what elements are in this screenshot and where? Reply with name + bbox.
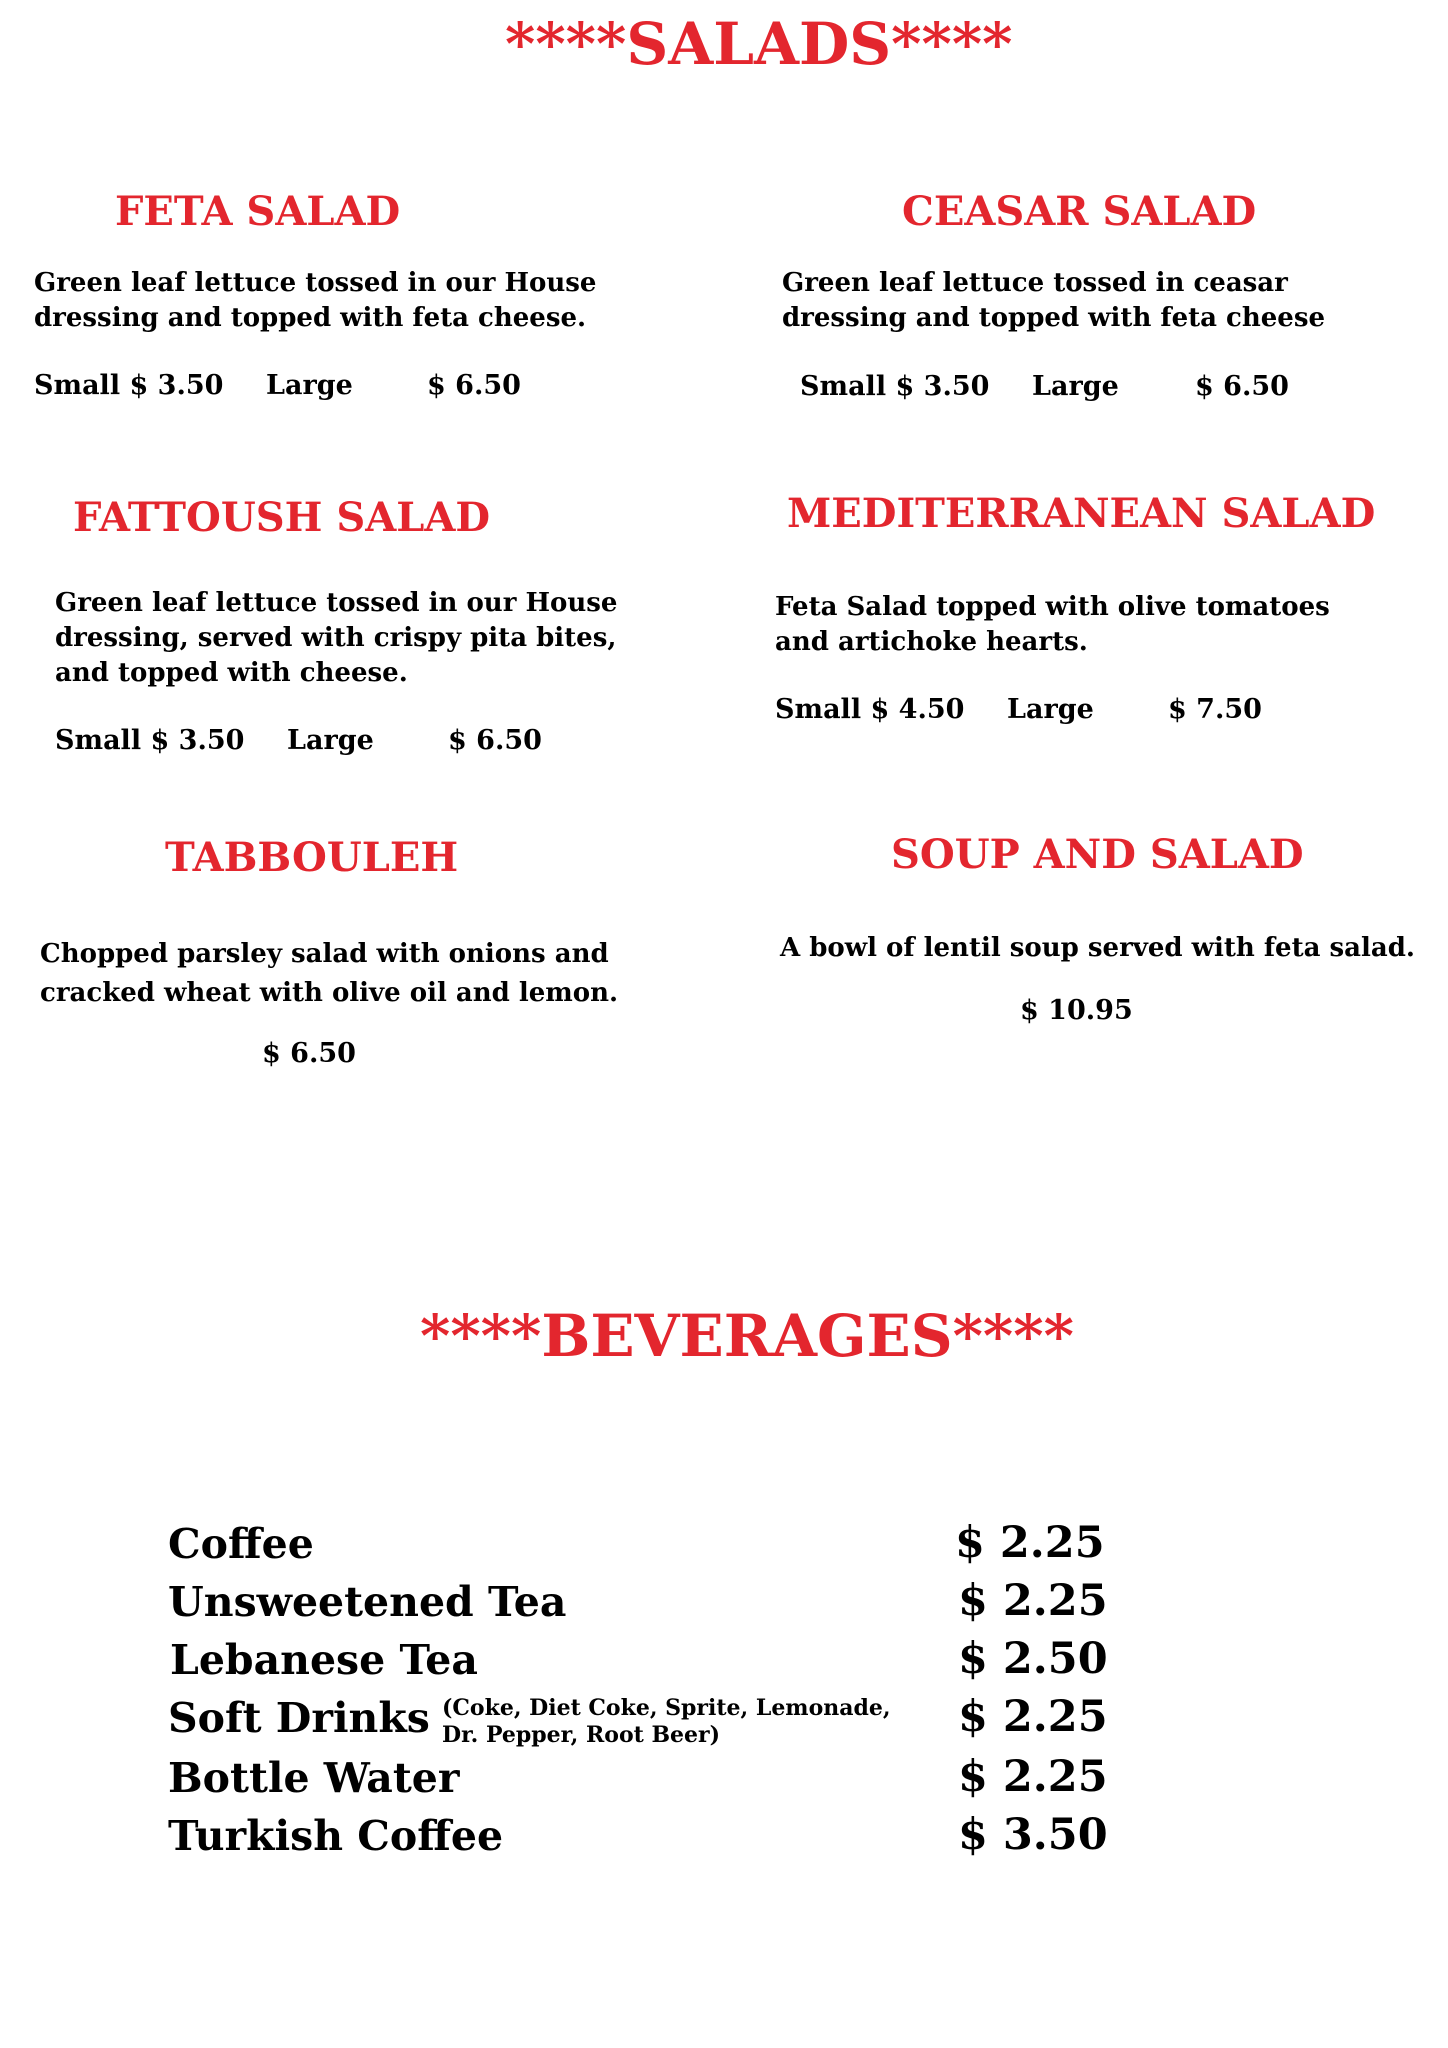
desc-line: and topped with cheese. xyxy=(55,658,408,688)
soup-and-salad-desc xyxy=(780,931,1415,966)
feta-salad-prices xyxy=(34,370,554,406)
desc-line: cracked wheat with olive oil and lemon. xyxy=(40,978,619,1008)
ceasar-salad-prices xyxy=(800,371,1320,407)
ceasar-salad-title: CEASAR SALAD xyxy=(902,188,1257,235)
large-label: Large xyxy=(1007,694,1094,725)
beverage-name-bottle-water: Bottle Water xyxy=(168,1754,460,1802)
feta-salad-title: FETA SALAD xyxy=(115,188,401,235)
desc-line: dressing and topped with feta cheese xyxy=(782,303,1326,333)
desc-line: dressing and topped with feta cheese. xyxy=(34,303,587,333)
beverage-price-lebanese-tea: $ 2.50 xyxy=(958,1634,1108,1684)
soup-and-salad-price: $ 10.95 xyxy=(1020,995,1133,1026)
desc-line: Green leaf lettuce tossed in our House xyxy=(34,268,597,298)
tabbouleh-desc xyxy=(40,935,618,1013)
beverage-price-soft-drinks: $ 2.25 xyxy=(958,1692,1108,1742)
soft-drinks-note xyxy=(442,1695,891,1749)
beverage-name-lebanese-tea: Lebanese Tea xyxy=(170,1636,478,1684)
fattoush-salad-desc xyxy=(55,586,617,691)
small-price: Small $ 3.50 xyxy=(34,370,224,401)
large-label: Large xyxy=(287,725,374,756)
large-label: Large xyxy=(266,370,353,401)
beverage-price-coffee: $ 2.25 xyxy=(955,1518,1105,1568)
large-price: $ 7.50 xyxy=(1168,694,1262,725)
feta-salad-desc xyxy=(34,266,596,336)
large-price: $ 6.50 xyxy=(448,725,542,756)
salads-heading: ****SALADS**** xyxy=(505,10,1013,78)
small-price: Small $ 3.50 xyxy=(800,371,990,402)
beverage-name-coffee: Coffee xyxy=(168,1520,314,1568)
desc-line: and artichoke hearts. xyxy=(775,627,1088,657)
soup-and-salad-title: SOUP AND SALAD xyxy=(891,831,1304,878)
desc-line: Green leaf lettuce tossed in ceasar xyxy=(782,268,1288,298)
small-price: Small $ 4.50 xyxy=(775,694,965,725)
fattoush-salad-title: FATTOUSH SALAD xyxy=(73,494,491,541)
desc-line: dressing, served with crispy pita bites, xyxy=(55,623,617,653)
large-label: Large xyxy=(1032,371,1119,402)
beverages-heading: ****BEVERAGES**** xyxy=(420,1302,1074,1370)
desc-line: Chopped parsley salad with onions and xyxy=(40,939,609,969)
mediterranean-salad-prices xyxy=(775,694,1295,730)
fattoush-salad-prices xyxy=(55,725,575,761)
beverage-name-unsweetened-tea: Unsweetened Tea xyxy=(168,1578,567,1626)
note-line: Dr. Pepper, Root Beer) xyxy=(442,1722,721,1748)
desc-line: Green leaf lettuce tossed in our House xyxy=(55,588,618,618)
tabbouleh-title: TABBOULEH xyxy=(165,834,459,881)
small-price: Small $ 3.50 xyxy=(55,725,245,756)
mediterranean-salad-desc xyxy=(775,590,1330,660)
large-price: $ 6.50 xyxy=(1195,371,1289,402)
large-price: $ 6.50 xyxy=(427,370,521,401)
desc-line: A bowl of lentil soup served with feta salad. xyxy=(780,933,1415,963)
beverage-price-turkish-coffee: $ 3.50 xyxy=(958,1810,1108,1860)
beverage-name-soft-drinks: Soft Drinks xyxy=(168,1694,430,1742)
beverage-name-turkish-coffee: Turkish Coffee xyxy=(168,1812,504,1860)
beverage-price-bottle-water: $ 2.25 xyxy=(958,1752,1108,1802)
beverage-price-unsweetened-tea: $ 2.25 xyxy=(958,1576,1108,1626)
ceasar-salad-desc xyxy=(782,266,1325,336)
note-line: (Coke, Diet Coke, Sprite, Lemonade, xyxy=(442,1695,891,1721)
mediterranean-salad-title: MEDITERRANEAN SALAD xyxy=(787,490,1376,537)
desc-line: Feta Salad topped with olive tomatoes xyxy=(775,592,1330,622)
tabbouleh-price: $ 6.50 xyxy=(262,1038,356,1069)
